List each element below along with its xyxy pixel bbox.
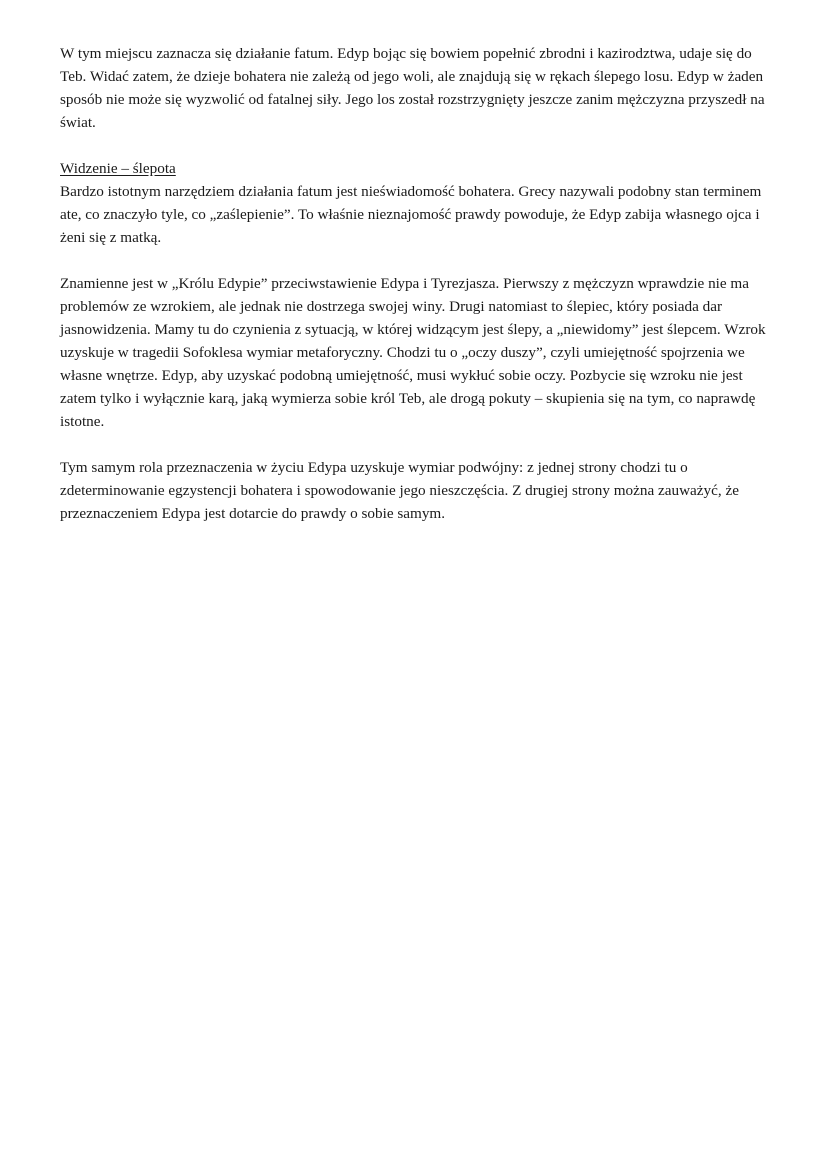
section-heading: Widzenie – ślepota (60, 160, 176, 177)
paragraph-przeznaczenie: Tym samym rola przeznaczenia w życiu Edypa uzyskuje wymiar podwójny: z jednej strony chodzi tu o zdeterminowanie egzystencji bohatera i spowodowanie jego nieszczęścia. Z drugiej strony można zauważyć, że przeznaczeniem Edypa jest dotarcie do prawdy o sobie samym. (60, 459, 739, 522)
paragraph-ate: Bardzo istotnym narzędziem działania fatum jest nieświadomość bohatera. Grecy nazywali podobny stan terminem ate, co znaczyło tyle, co „zaślepienie”. To właśnie nieznajomość prawdy powoduje, że Edyp zabija własnego ojca i żeni się z matką. (60, 183, 762, 246)
document-page (60, 42, 772, 525)
paragraph-fatum: W tym miejscu zaznacza się działanie fatum. Edyp bojąc się bowiem popełnić zbrodni i kazirodztwa, udaje się do Teb. Widać zatem, że dzieje bohatera nie zależą od jego woli, ale znajdują się w rękach ślepego losu. Edyp w żaden sposób nie może się wyzwolić od fatalnej siły. Jego los został rozstrzygnięty jeszcze zanim mężczyzna przyszedł na świat. (60, 45, 765, 131)
paragraph-tyrezjasz: Znamienne jest w „Królu Edypie” przeciwstawienie Edypa i Tyrezjasza. Pierwszy z mężczyzn wprawdzie nie ma problemów ze wzrokiem, ale jednak nie dostrzega swojej winy. Drugi natomiast to ślepiec, który posiada dar jasnowidzenia. Mamy tu do czynienia z sytuacją, w której widzącym jest ślepy, a „niewidomy” jest ślepcem. Wzrok uzyskuje w tragedii Sofoklesa wymiar metaforyczny. Chodzi tu o „oczy duszy”, czyli umiejętność spojrzenia we własne wnętrze. Edyp, aby uzyskać podobną umiejętność, musi wykłuć sobie oczy. Pozbycie się wzroku nie jest zatem tylko i wyłącznie karą, jaką wymierza sobie król Teb, ale drogą pokuty – skupienia się na tym, co naprawdę istotne. (60, 275, 766, 430)
paragraph-spacer (60, 433, 772, 456)
paragraph-spacer (60, 249, 772, 272)
paragraph-spacer (60, 134, 772, 157)
